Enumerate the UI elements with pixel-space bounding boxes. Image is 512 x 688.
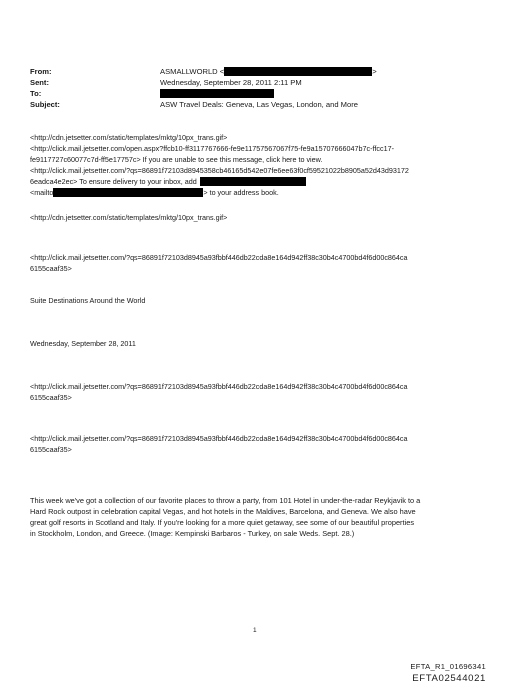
suite-heading: Suite Destinations Around the World: [30, 296, 146, 305]
link-text[interactable]: 6155caaf35>: [30, 445, 72, 454]
subject-label: Subject:: [30, 100, 60, 109]
link-block-4: [30, 433, 485, 455]
link-text[interactable]: <http://click.mail.jetsetter.com/?qs=86891f72103d8945a93fbbf446db22cda8e164d942ff38c30b4c4700bd4f6d00c864ca: [30, 253, 408, 262]
sent-value: Wednesday, September 28, 2011 2:11 PM: [160, 78, 302, 87]
subject-value: ASW Travel Deals: Geneva, Las Vegas, London, and More: [160, 100, 358, 109]
links-block-top: [30, 132, 485, 198]
link-text[interactable]: fe9117727c60077c7d-ff5e17757c> If you are unable to see this message, click here to view.: [30, 155, 323, 164]
link-text: 6eadca4e2ec> To ensure delivery to your inbox, add: [30, 176, 485, 187]
link-text[interactable]: 6155caaf35>: [30, 393, 72, 402]
link-text[interactable]: <http://click.mail.jetsetter.com/open.aspx?ffcb10-ff3117767666-fe9e11757567067f75-fe9a15707666047b7c-ffcc17-: [30, 144, 394, 153]
date-line: Wednesday, September 28, 2011: [30, 339, 136, 348]
bates-number-2: EFTA02544021: [412, 673, 486, 684]
spacer-link: [30, 212, 485, 223]
link-block-3: [30, 381, 485, 403]
link-text[interactable]: 6155caaf35>: [30, 264, 72, 273]
redaction-block: [224, 67, 372, 76]
link-text[interactable]: <http://click.mail.jetsetter.com/?qs=86891f72103d8945a93fbbf446db22cda8e164d942ff38c30b4c4700bd4f6d00c864ca: [30, 434, 408, 443]
to-value: [160, 89, 274, 99]
link-text[interactable]: <http://click.mail.jetsetter.com/?qs=86891f72103d8945a93fbbf446db22cda8e164d942ff38c30b4c4700bd4f6d00c864ca: [30, 382, 408, 391]
link-text[interactable]: <http://cdn.jetsetter.com/static/templates/mktg/10px_trans.gif>: [30, 133, 228, 142]
to-label: To:: [30, 89, 42, 98]
sent-label: Sent:: [30, 78, 49, 87]
redaction-block: [160, 89, 274, 98]
page-number: 1: [253, 627, 257, 634]
redaction-block: [200, 177, 306, 186]
redaction-block: [53, 188, 203, 197]
bates-number-1: EFTA_R1_01696341: [410, 662, 486, 671]
link-text: <mailto > to your address book.: [30, 188, 279, 197]
link-block-2: [30, 252, 485, 274]
from-value: ASMALLWORLD < >: [160, 67, 377, 76]
from-label: From:: [30, 67, 52, 76]
link-text[interactable]: <http://click.mail.jetsetter.com/?qs=86891f72103d8945358cb46165d542e07fe6ee63f0cf59521022b8905a52d43d93172: [30, 166, 409, 175]
body-paragraph: This week we've got a collection of our favorite places to throw a party, from 101 Hotel in under-the-radar Reykjavik to a Hard Rock outpost in celebration capital Vegas, and hot hotels in the Maldives, Barcelona, and Geneva. We also have great golf resorts in Scotland and Italy. If you're looking for a more quiet getaway, see some of our beautiful properties in Stockholm, London, and Greece. (Image: Kempinski Barbaros - Turkey, on sale Weds. Sept. 28.): [30, 496, 421, 538]
link-text[interactable]: <http://cdn.jetsetter.com/static/templates/mktg/10px_trans.gif>: [30, 213, 228, 222]
